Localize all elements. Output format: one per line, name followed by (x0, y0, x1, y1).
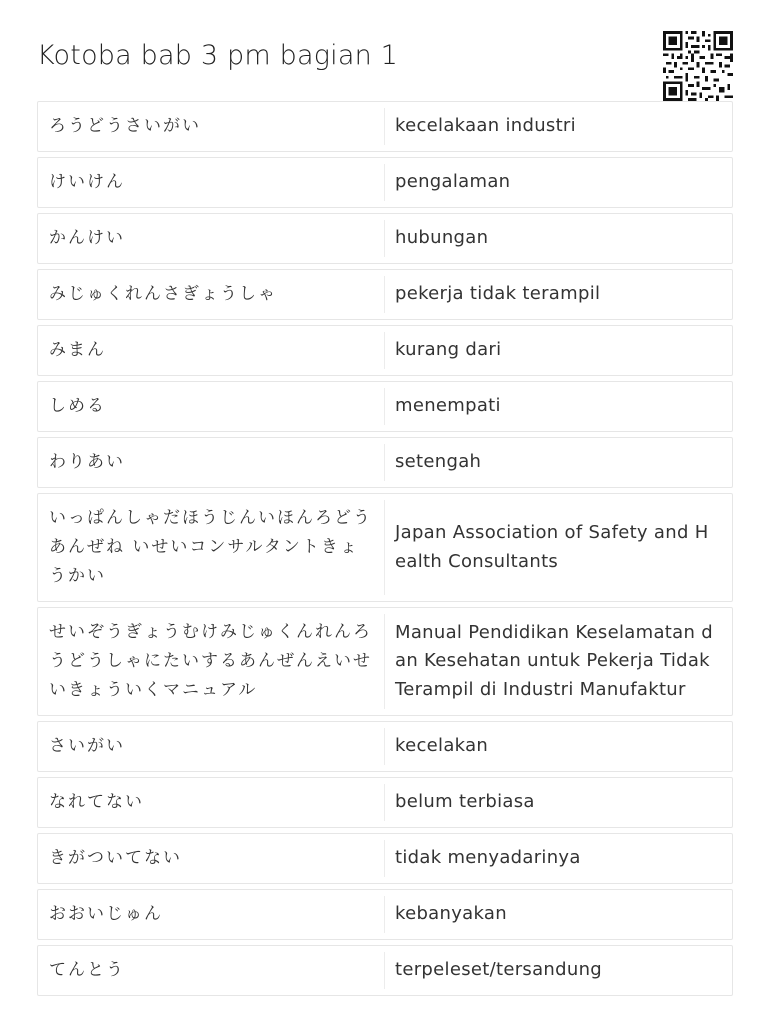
flashcard-row[interactable] (37, 157, 733, 208)
definition-text: kebanyakan (395, 903, 507, 925)
definition-text: kurang dari (395, 339, 502, 361)
term-text: かんけい (38, 220, 385, 257)
term-text: しめる (38, 388, 385, 425)
term-text: みじゅくれんさぎょうしゃ (38, 276, 385, 313)
flashcard-row[interactable] (37, 269, 733, 320)
definition-text: kecelakan (395, 735, 489, 757)
term-text: わりあい (38, 444, 385, 481)
definition-text: tidak menyadarinya (395, 847, 581, 869)
term-text: さいがい (38, 728, 385, 765)
flashcard-row[interactable] (37, 889, 733, 940)
term-text: きがついてない (38, 840, 385, 877)
definition-text: menempati (395, 395, 501, 417)
definition-text: pengalaman (395, 171, 511, 193)
term-text: けいけん (38, 164, 385, 201)
term-text: ろうどうさいがい (38, 108, 385, 145)
flashcard-row[interactable] (37, 833, 733, 884)
flashcard-row[interactable] (37, 325, 733, 376)
definition-text: hubungan (395, 227, 489, 249)
flashcard-list (37, 101, 733, 1001)
qr-code-icon (663, 31, 733, 101)
term-text: なれてない (38, 784, 385, 821)
definition-text: terpeleset/tersandung (395, 959, 602, 981)
term-text: いっぱんしゃだほうじんいほんろどうあんぜね いせいコンサルタントきょうかい (38, 500, 385, 595)
term-text: みまん (38, 332, 385, 369)
flashcard-row[interactable] (37, 213, 733, 264)
flashcard-row[interactable] (37, 777, 733, 828)
flashcard-row[interactable] (37, 437, 733, 488)
definition-text: Manual Pendidikan Keselamatan dan Kesehatan untuk Pekerja Tidak Terampil di Industri Manufaktur (395, 621, 713, 700)
definition-text: belum terbiasa (395, 791, 535, 813)
flashcard-row[interactable] (37, 493, 733, 602)
definition-text: Japan Association of Safety and Health Consultants (395, 522, 709, 572)
flashcard-row[interactable] (37, 607, 733, 716)
definition-text: pekerja tidak terampil (395, 283, 601, 305)
flashcard-row[interactable] (37, 945, 733, 996)
definition-text: setengah (395, 451, 482, 473)
term-text: てんとう (38, 952, 385, 989)
page-title: Kotoba bab 3 pm bagian 1 (37, 40, 399, 71)
term-text: せいぞうぎょうむけみじゅくんれんろうどうしゃにたいするあんぜんえいせいきょういくマニュアル (38, 614, 385, 709)
flashcard-row[interactable] (37, 721, 733, 772)
definition-text: kecelakaan industri (395, 115, 576, 137)
flashcard-row[interactable] (37, 381, 733, 432)
term-text: おおいじゅん (38, 896, 385, 933)
flashcard-row[interactable] (37, 101, 733, 152)
